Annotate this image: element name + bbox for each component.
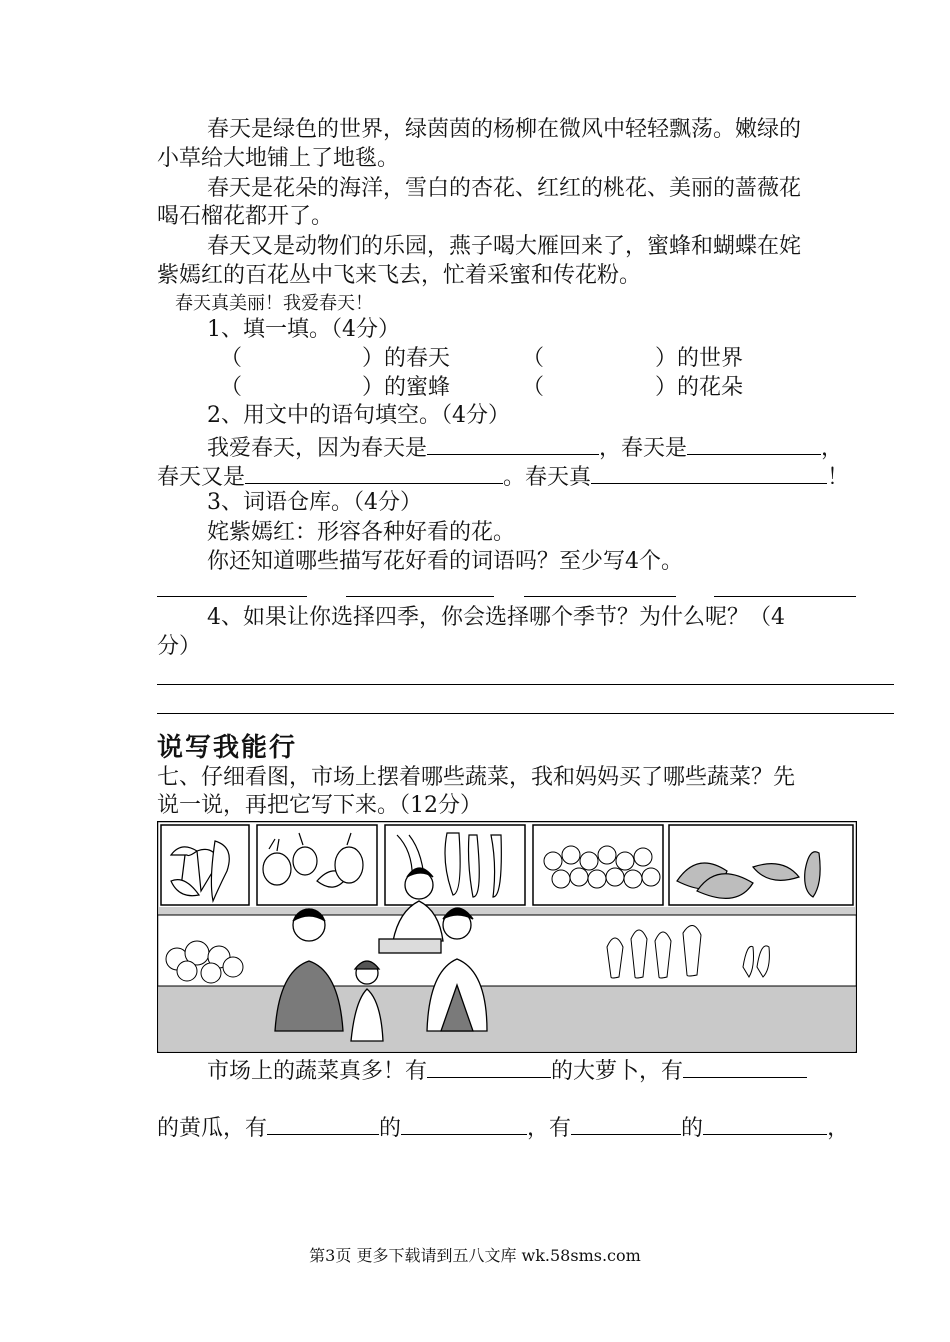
word-blank[interactable] — [157, 596, 307, 597]
answer-blank[interactable] — [687, 432, 821, 455]
answer-blank[interactable] — [427, 432, 599, 455]
passage-line: 春天是花朵的海洋，雪白的杏花、红红的桃花、美丽的蔷薇花 — [207, 176, 802, 201]
q1-title: 1、填一填。（4分） — [207, 317, 400, 342]
q7-text: ，有 — [527, 1116, 572, 1141]
q1-item: ）的世界 — [655, 346, 744, 371]
section-heading: 说写我能行 — [157, 733, 298, 763]
q2-title: 2、用文中的语句填空。（4分） — [207, 403, 510, 428]
q4-line: 分） — [157, 634, 202, 659]
answer-blank[interactable] — [401, 1112, 527, 1135]
passage-line: 春天又是动物们的乐园，燕子喝大雁回来了，蜜蜂和蝴蝶在姹 — [207, 234, 802, 259]
q2-text: ，春天是 — [599, 436, 688, 461]
q7-text: 的 — [681, 1116, 704, 1141]
q1-open-paren: （ — [522, 375, 545, 400]
q7-line: 说一说，再把它写下来。（12分） — [157, 793, 482, 818]
word-blank[interactable] — [346, 596, 494, 597]
answer-blank[interactable] — [683, 1055, 807, 1078]
q2-line-1 — [207, 432, 843, 463]
answer-blank[interactable] — [245, 461, 503, 484]
q7-fill-line-1 — [207, 1055, 807, 1086]
answer-blank[interactable] — [591, 461, 827, 484]
answer-blank[interactable] — [703, 1112, 827, 1135]
q2-text: 我爱春天，因为春天是 — [207, 436, 428, 461]
q3-question: 你还知道哪些描写花好看的词语吗？至少写4个。 — [207, 549, 683, 574]
q3-definition: 姹紫嫣红：形容各种好看的花。 — [207, 520, 516, 545]
passage-line: 春天是绿色的世界，绿茵茵的杨柳在微风中轻轻飘荡。嫩绿的 — [207, 117, 802, 142]
answer-line[interactable] — [157, 713, 894, 714]
q2-text: ！ — [827, 465, 850, 490]
passage-line: 紫嫣红的百花丛中飞来飞去，忙着采蜜和传花粉。 — [157, 263, 642, 288]
q2-line-2 — [157, 461, 849, 492]
q2-text: 春天又是 — [157, 465, 246, 490]
q7-text: 的黄瓜，有 — [157, 1116, 268, 1141]
word-blank[interactable] — [524, 596, 676, 597]
answer-blank[interactable] — [427, 1055, 551, 1078]
q7-text: 的 — [379, 1116, 402, 1141]
q2-text: ， — [821, 436, 844, 461]
q1-open-paren: （ — [220, 346, 243, 371]
q7-text: 的大萝卜，有 — [551, 1059, 684, 1084]
q7-text: 市场上的蔬菜真多！有 — [207, 1059, 428, 1084]
q7-line: 七、仔细看图，市场上摆着哪些蔬菜，我和妈妈买了哪些蔬菜？先 — [157, 765, 796, 790]
answer-blank[interactable] — [267, 1112, 379, 1135]
q1-open-paren: （ — [522, 346, 545, 371]
passage-line: 喝石榴花都开了。 — [157, 204, 334, 229]
q7-fill-line-2 — [157, 1112, 849, 1143]
answer-blank[interactable] — [571, 1112, 681, 1135]
q1-item: ）的蜜蜂 — [362, 375, 451, 400]
q1-open-paren: （ — [220, 375, 243, 400]
page-footer: 第3页 更多下载请到五八文库 wk.58sms.com — [309, 1246, 641, 1265]
passage-line: 春天真美丽！我爱春天！ — [175, 293, 373, 314]
word-blank[interactable] — [714, 596, 856, 597]
market-illustration — [157, 821, 857, 1053]
answer-line[interactable] — [157, 684, 894, 685]
q7-text: ， — [827, 1116, 850, 1141]
passage-line: 小草给大地铺上了地毯。 — [157, 146, 400, 171]
q4-line: 4、如果让你选择四季，你会选择哪个季节？为什么呢？（4 — [207, 605, 785, 630]
q1-item: ）的花朵 — [655, 375, 744, 400]
q3-title: 3、词语仓库。（4分） — [207, 490, 422, 515]
q1-item: ）的春天 — [362, 346, 451, 371]
q2-text: 。春天真 — [503, 465, 592, 490]
